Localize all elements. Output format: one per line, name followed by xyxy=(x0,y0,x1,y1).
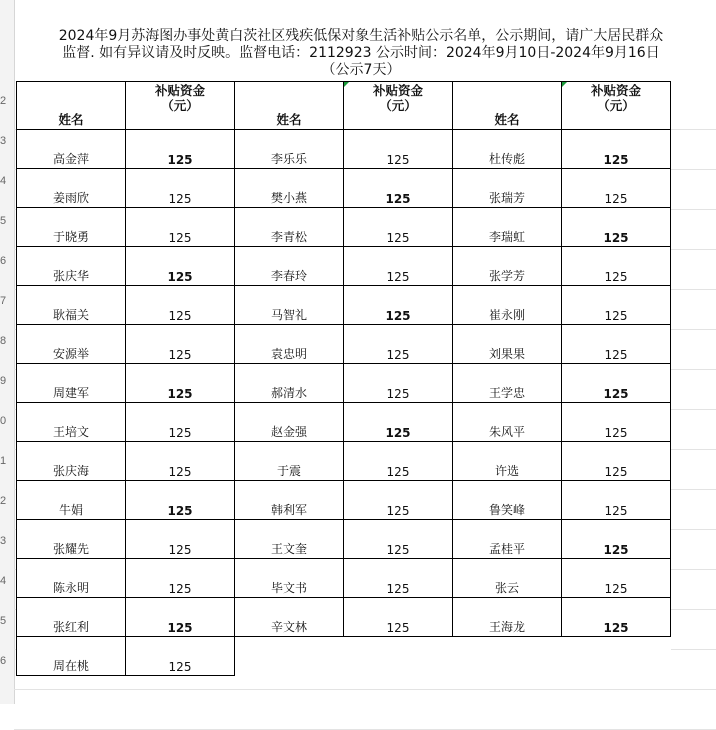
table-row xyxy=(17,364,671,403)
amount-cell[interactable]: 125 xyxy=(562,130,671,169)
header-name-cell[interactable] xyxy=(17,82,126,130)
amount-cell[interactable]: 125 xyxy=(126,130,235,169)
amount-cell[interactable]: 125 xyxy=(344,130,453,169)
amount-cell[interactable]: 125 xyxy=(562,481,671,520)
amount-cell[interactable]: 125 xyxy=(126,364,235,403)
name-cell[interactable]: 周在桃 xyxy=(17,637,126,676)
name-cell[interactable]: 鲁笑峰 xyxy=(453,481,562,520)
amount-cell[interactable]: 125 xyxy=(344,481,453,520)
notice-title xyxy=(16,28,706,79)
name-cell[interactable]: 张云 xyxy=(453,559,562,598)
header-name-label: 姓名 xyxy=(58,112,84,127)
header-amount-label: 补贴资金 （元） xyxy=(372,83,423,113)
amount-cell[interactable]: 125 xyxy=(126,598,235,637)
name-cell[interactable]: 郝清水 xyxy=(235,364,344,403)
name-cell[interactable]: 安源举 xyxy=(17,325,126,364)
amount-cell[interactable]: 125 xyxy=(562,208,671,247)
header-amount-cell[interactable] xyxy=(562,82,671,130)
name-cell[interactable]: 张庆华 xyxy=(17,247,126,286)
amount-cell[interactable]: 125 xyxy=(562,169,671,208)
row-number[interactable]: 4 xyxy=(0,575,7,587)
table-row xyxy=(17,403,671,442)
empty-cell[interactable] xyxy=(235,637,344,676)
table-row xyxy=(17,208,671,247)
amount-cell[interactable]: 125 xyxy=(562,520,671,559)
name-cell[interactable]: 于震 xyxy=(235,442,344,481)
gridline xyxy=(14,689,716,690)
empty-cell[interactable] xyxy=(453,637,562,676)
name-cell[interactable]: 杜传彪 xyxy=(453,130,562,169)
row-number[interactable]: 6 xyxy=(0,655,7,667)
header-amount-cell[interactable] xyxy=(126,82,235,130)
amount-cell[interactable]: 125 xyxy=(126,325,235,364)
amount-cell[interactable]: 125 xyxy=(344,598,453,637)
name-cell[interactable]: 樊小燕 xyxy=(235,169,344,208)
row-number[interactable]: 8 xyxy=(0,335,7,347)
amount-cell[interactable]: 125 xyxy=(344,286,453,325)
amount-cell[interactable]: 125 xyxy=(344,403,453,442)
row-number[interactable]: 0 xyxy=(0,415,7,427)
name-cell[interactable]: 李春玲 xyxy=(235,247,344,286)
amount-cell[interactable]: 125 xyxy=(126,481,235,520)
row-number[interactable]: 3 xyxy=(0,535,7,547)
amount-cell[interactable]: 125 xyxy=(344,442,453,481)
name-cell[interactable]: 张红利 xyxy=(17,598,126,637)
name-cell[interactable]: 陈永明 xyxy=(17,559,126,598)
amount-cell[interactable]: 125 xyxy=(344,520,453,559)
name-cell[interactable]: 耿福关 xyxy=(17,286,126,325)
name-cell[interactable]: 牛娟 xyxy=(17,481,126,520)
row-number[interactable]: 1 xyxy=(0,455,7,467)
amount-cell[interactable]: 125 xyxy=(126,286,235,325)
header-amount-label: 补贴资金 （元） xyxy=(154,83,205,113)
name-cell[interactable]: 毕文书 xyxy=(235,559,344,598)
amount-cell[interactable]: 125 xyxy=(126,559,235,598)
amount-cell[interactable]: 125 xyxy=(344,208,453,247)
amount-cell[interactable]: 125 xyxy=(562,286,671,325)
name-cell[interactable]: 张瑞芳 xyxy=(453,169,562,208)
name-cell[interactable]: 于晓勇 xyxy=(17,208,126,247)
table-row xyxy=(17,325,671,364)
name-cell[interactable]: 王培文 xyxy=(17,403,126,442)
name-cell[interactable]: 朱风平 xyxy=(453,403,562,442)
amount-cell[interactable]: 125 xyxy=(126,520,235,559)
name-cell[interactable]: 赵金强 xyxy=(235,403,344,442)
row-number[interactable]: 4 xyxy=(0,175,7,187)
amount-cell[interactable]: 125 xyxy=(344,559,453,598)
title-line-1: 2024年9月苏海图办事处黄白茨社区残疾低保对象生活补贴公示名单，公示期间，请广大居民群众 xyxy=(58,28,664,44)
title-line-3: （公示7天） xyxy=(321,62,401,78)
header-name-cell[interactable] xyxy=(235,82,344,130)
name-cell[interactable]: 高金萍 xyxy=(17,130,126,169)
name-cell[interactable]: 张庆海 xyxy=(17,442,126,481)
amount-cell[interactable]: 125 xyxy=(126,169,235,208)
amount-cell[interactable]: 125 xyxy=(562,442,671,481)
name-cell[interactable]: 王学忠 xyxy=(453,364,562,403)
subsidy-table xyxy=(16,81,671,676)
row-number[interactable]: 9 xyxy=(0,375,7,387)
table-row xyxy=(17,130,671,169)
amount-cell[interactable]: 125 xyxy=(344,364,453,403)
amount-cell[interactable]: 125 xyxy=(126,208,235,247)
amount-cell[interactable]: 125 xyxy=(562,325,671,364)
amount-cell[interactable]: 125 xyxy=(562,403,671,442)
name-cell[interactable]: 姜雨欣 xyxy=(17,169,126,208)
header-name-label: 姓名 xyxy=(494,112,520,127)
name-cell[interactable]: 李瑞虹 xyxy=(453,208,562,247)
row-number[interactable]: 3 xyxy=(0,135,7,147)
amount-cell[interactable]: 125 xyxy=(126,247,235,286)
table-row xyxy=(17,637,671,676)
row-number[interactable]: 2 xyxy=(0,495,7,507)
name-cell[interactable]: 李乐乐 xyxy=(235,130,344,169)
header-name-cell[interactable] xyxy=(453,82,562,130)
name-cell[interactable]: 韩利军 xyxy=(235,481,344,520)
amount-cell[interactable]: 125 xyxy=(562,598,671,637)
header-amount-cell[interactable] xyxy=(344,82,453,130)
name-cell[interactable]: 马智礼 xyxy=(235,286,344,325)
empty-cell[interactable] xyxy=(344,637,453,676)
header-row xyxy=(17,82,671,130)
table-row xyxy=(17,481,671,520)
name-cell[interactable]: 张耀先 xyxy=(17,520,126,559)
name-cell[interactable]: 张学芳 xyxy=(453,247,562,286)
row-number[interactable]: 6 xyxy=(0,255,7,267)
name-cell[interactable]: 刘果果 xyxy=(453,325,562,364)
table-row xyxy=(17,169,671,208)
table-row xyxy=(17,442,671,481)
amount-cell[interactable]: 125 xyxy=(344,169,453,208)
name-cell[interactable]: 周建军 xyxy=(17,364,126,403)
amount-cell[interactable]: 125 xyxy=(562,247,671,286)
header-amount-label: 补贴资金 （元） xyxy=(590,83,641,113)
name-cell[interactable]: 崔永刚 xyxy=(453,286,562,325)
amount-cell[interactable]: 125 xyxy=(126,637,235,676)
name-cell[interactable]: 王文奎 xyxy=(235,520,344,559)
name-cell[interactable]: 李青松 xyxy=(235,208,344,247)
row-number[interactable]: 5 xyxy=(0,215,7,227)
row-number[interactable]: 7 xyxy=(0,295,7,307)
table-row xyxy=(17,559,671,598)
table-row xyxy=(17,286,671,325)
amount-cell[interactable]: 125 xyxy=(562,559,671,598)
title-line-2: 监督. 如有异议请及时反映。监督电话：2112923 公示时间：2024年9月10日-2024年9月16日 xyxy=(62,45,660,61)
table-row xyxy=(17,598,671,637)
empty-cell[interactable] xyxy=(562,637,671,676)
row-number[interactable]: 2 xyxy=(0,95,7,107)
amount-cell[interactable]: 125 xyxy=(562,364,671,403)
table-row xyxy=(17,247,671,286)
name-cell[interactable]: 王海龙 xyxy=(453,598,562,637)
name-cell[interactable]: 许选 xyxy=(453,442,562,481)
name-cell[interactable]: 辛文林 xyxy=(235,598,344,637)
name-cell[interactable]: 袁忠明 xyxy=(235,325,344,364)
amount-cell[interactable]: 125 xyxy=(126,442,235,481)
name-cell[interactable]: 孟桂平 xyxy=(453,520,562,559)
amount-cell[interactable]: 125 xyxy=(344,247,453,286)
amount-cell[interactable]: 125 xyxy=(344,325,453,364)
header-name-label: 姓名 xyxy=(276,112,302,127)
amount-cell[interactable]: 125 xyxy=(126,403,235,442)
row-number[interactable]: 5 xyxy=(0,615,7,627)
table-row xyxy=(17,520,671,559)
